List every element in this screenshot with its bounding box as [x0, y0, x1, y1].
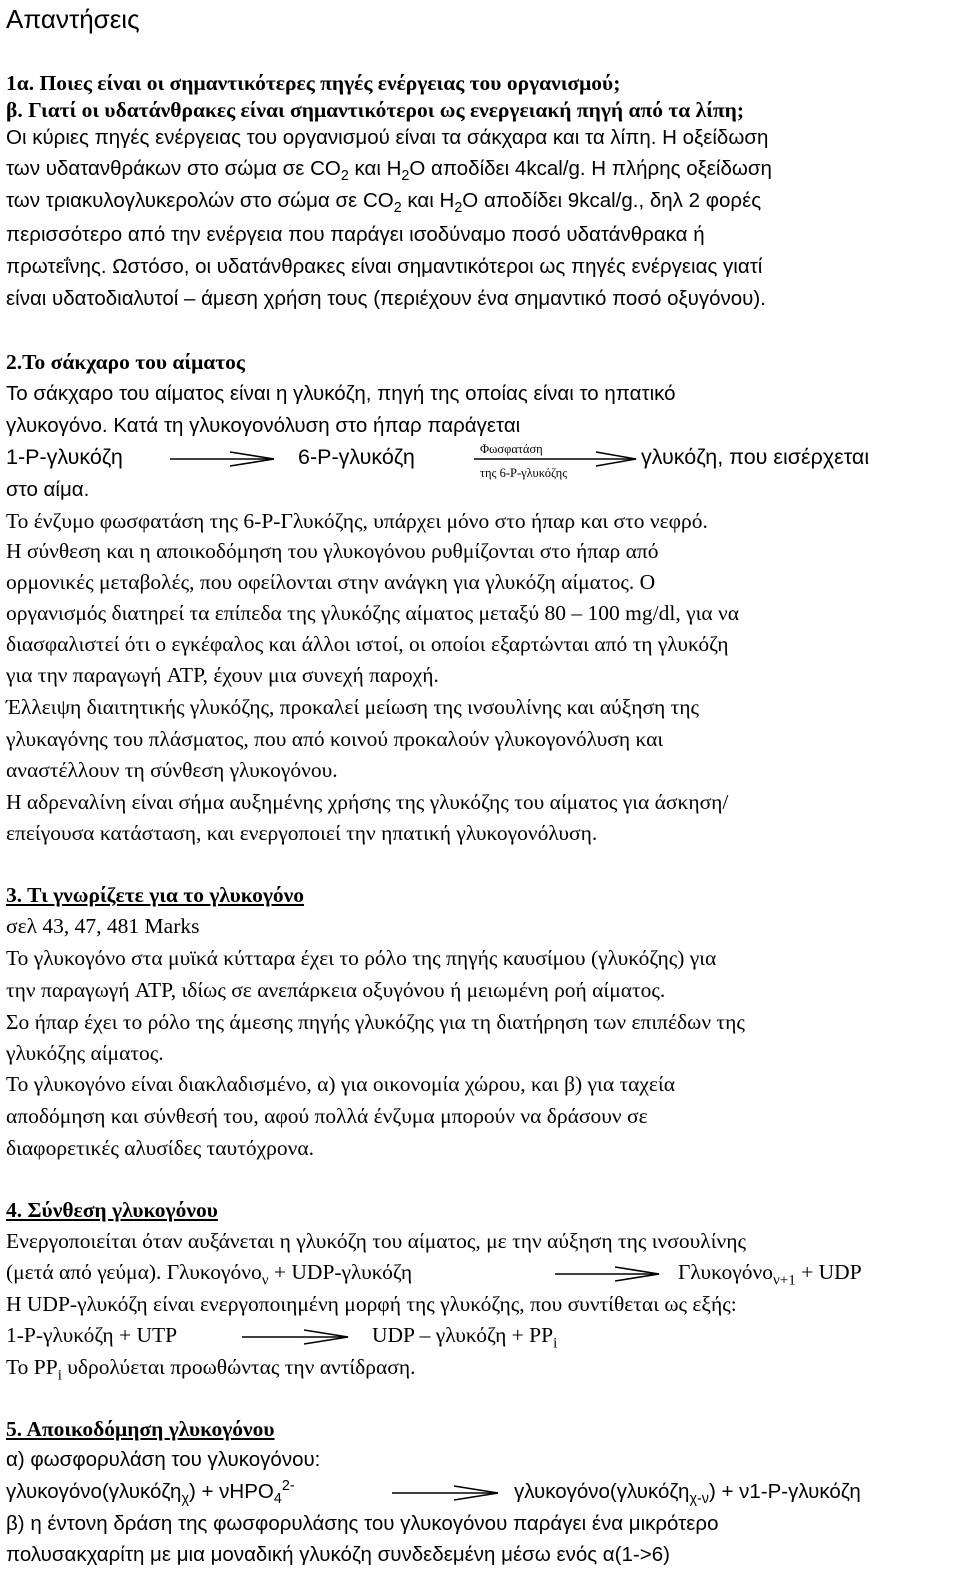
section-2-para-9: αναστέλλουν τη σύνθεση γλυκογόνου. — [6, 758, 338, 782]
section-2-para-7: Έλλειψη διαιτητικής γλυκόζης, προκαλεί μείωση της ινσουλίνης και αύξηση της — [6, 695, 700, 719]
section-5-product: γλυκογόνο(γλυκόζη$_{\chi-\nu}$) + ν1-Ρ-γλυκόζη — [514, 1480, 861, 1508]
section-4-product-1: Γλυκογόνο$_{\nu+1}$ + UDP — [678, 1260, 862, 1289]
section-3-para-3: Σο ήπαρ έχει το ρόλο της άμεσης πηγής γλυκόζης για τη διατήρηση των επιπέδων της — [6, 1010, 745, 1034]
reaction-product: γλυκόζη, που εισέρχεται — [641, 445, 870, 469]
section-4-para-5: Το $PP_i$ υδρολύεται προωθώντας την αντίδραση. — [6, 1355, 416, 1384]
enzyme-label-bottom: της 6-Ρ-γλυκόζης — [480, 466, 568, 480]
section-2-para-6: για την παραγωγή ATP, έχουν μια συνεχή παροχή. — [6, 663, 439, 687]
answer-1-line-1: Οι κύριες πηγές ενέργειας του οργανισμού είναι τα σάκχαρα και τα λίπη. Η οξείδωση — [6, 126, 769, 149]
section-2-para-2: Η σύνθεση και η αποικοδόμηση του γλυκογόνου ρυθμίζονται στο ήπαρ από — [6, 539, 659, 563]
section-3-para-7: διαφορετικές αλυσίδες ταυτόχρονα. — [6, 1136, 314, 1160]
section-3-para-1: Το γλυκογόνο στα μυϊκά κύτταρα έχει το ρόλο της πηγής καυσίμου (γλυκόζης) για — [6, 946, 717, 970]
section-4-product-2: UDP – $\gamma\lambda\upsilon\kappa ό\zeta\eta + PP_i$ — [372, 1323, 558, 1352]
section-2-para-1: Το ένζυμο φωσφατάση της 6-Ρ-Γλυκόζης, υπάρχει μόνο στο ήπαρ και στο νεφρό. — [6, 509, 708, 533]
section-2-line-1: Το σάκχαρο του αίματος είναι η γλυκόζη, πηγή της οποίας είναι το ηπατικό — [6, 382, 676, 405]
reaction-intermediate: 6-Ρ-γλυκόζη — [298, 445, 415, 469]
answer-1-line-2: των υδατανθράκων στο σώμα σε $CO_2$ και $H_2O$ αποδίδει 4kcal/g. Η πλήρης οξείδωση — [6, 157, 772, 185]
section-3-para-5: Το γλυκογόνο είναι διακλαδισμένο, α) για οικονομία χώρου, και β) για ταχεία — [6, 1072, 675, 1096]
section-4-para-2: (μετά από γεύμα). Γλυκογόνο$_\nu$ + UDP-γλυκόζη — [6, 1260, 413, 1289]
section-5-para-2: β) η έντονη δράση της φωσφορυλάσης του γλυκογόνου παράγει ένα μικρότερο — [6, 1512, 719, 1535]
heading-section-2: 2.Το σάκχαρο του αίματος — [6, 350, 245, 374]
section-4-para-1: Ενεργοποιείται όταν αυξάνεται η γλυκόζη του αίματος, με την αύξηση της ινσουλίνης — [6, 1229, 746, 1253]
section-2-para-5: διασφαλιστεί ότι ο εγκέφαλος και άλλοι ιστοί, οι οποίοι εξαρτώνται από τη γλυκόζη — [6, 632, 729, 656]
section-2-para-10: Η αδρεναλίνη είναι σήμα αυξημένης χρήσης της γλυκόζης του αίματος για άσκηση/ — [6, 790, 729, 814]
section-3-para-2: την παραγωγή ATP, ιδίως σε ανεπάρκεια οξυγόνου ή μειωμένη ροή αίματος. — [6, 978, 666, 1002]
section-2-line-3: στο αίμα. — [6, 478, 90, 501]
reaction-substrate: 1-Ρ-γλυκόζη — [6, 445, 123, 469]
answer-1-line-3: των τριακυλογλυκερολών στο σώμα σε $CO_2$ και $H_2O$ αποδίδει 9kcal/g., δηλ 2 φορές — [6, 189, 762, 217]
section-2-para-11: επείγουσα κατάσταση, και ενεργοποιεί την ηπατική γλυκογονόλυση. — [6, 821, 598, 845]
reaction-arrow-4 — [242, 1328, 354, 1346]
heading-section-3: 3. Τι γνωρίζετε για το γλυκογόνο — [6, 883, 305, 907]
section-2-line-2: γλυκογόνο. Κατά τη γλυκογονόλυση στο ήπαρ παράγεται — [6, 414, 521, 437]
page-title: Απαντήσεις — [6, 4, 140, 34]
section-2-para-3: ορμονικές μεταβολές, που οφείλονται στην ανάγκη για γλυκόζη αίματος. Ο — [6, 570, 656, 594]
section-3-reference: σελ 43, 47, 481 Marks — [6, 914, 200, 938]
reaction-arrow-3 — [555, 1265, 665, 1283]
section-4-para-4: 1-Ρ-γλυκόζη + UTP — [6, 1323, 178, 1347]
reaction-arrow-1 — [170, 450, 280, 468]
enzyme-label-top: Φωσφατάση — [480, 442, 543, 456]
question-1a: 1α. Ποιες είναι οι σημαντικότερες πηγές ενέργειας του οργανισμού; — [6, 71, 621, 95]
section-5-para-3: πολυσακχαρίτη με μια μοναδική γλυκόζη συνδεδεμένη μέσω ενός α(1->6) — [6, 1543, 670, 1566]
section-5-para-1: α) φωσφορυλάση του γλυκογόνου: — [6, 1448, 321, 1471]
reaction-arrow-5 — [392, 1484, 504, 1502]
section-5-reactant: γλυκογόνο(γλυκόζη$_\chi$) + νHPO$_4^{2-}$ — [6, 1478, 295, 1508]
heading-section-4: 4. Σύνθεση γλυκογόνου — [6, 1198, 218, 1222]
section-3-para-4: γλυκόζης αίματος. — [6, 1041, 164, 1065]
answer-1-line-5: πρωτεΐνης. Ωστόσο, οι υδατάνθρακες είναι σημαντικότεροι ως πηγές ενέργειας γιατί — [6, 255, 763, 278]
question-1b: β. Γιατί οι υδατάνθρακες είναι σημαντικότεροι ως ενεργειακή πηγή από τα λίπη; — [6, 98, 745, 122]
section-2-para-4: οργανισμός διατηρεί τα επίπεδα της γλυκόζης αίματος μεταξύ 80 – 100 mg/dl, για να — [6, 601, 739, 625]
heading-section-5: 5. Αποικοδόμηση γλυκογόνου — [6, 1417, 275, 1441]
answer-1-line-6: είναι υδατοδιαλυτοί – άμεση χρήση τους (περιέχουν ένα σημαντικό ποσό οξυγόνου). — [6, 287, 766, 310]
section-3-para-6: αποδόμηση και σύνθεσή του, αφού πολλά ένζυμα μπορούν να δράσουν σε — [6, 1104, 648, 1128]
answer-1-line-4: περισσότερο από την ενέργεια που παράγει ισοδύναμο ποσό υδατάνθρακα ή — [6, 223, 705, 246]
section-2-para-8: γλυκαγόνης του πλάσματος, που από κοινού προκαλούν γλυκογονόλυση και — [6, 727, 664, 751]
section-4-para-3: Η UDP-γλυκόζη είναι ενεργοποιημένη μορφή της γλυκόζης, που συντίθεται ως εξής: — [6, 1292, 737, 1316]
